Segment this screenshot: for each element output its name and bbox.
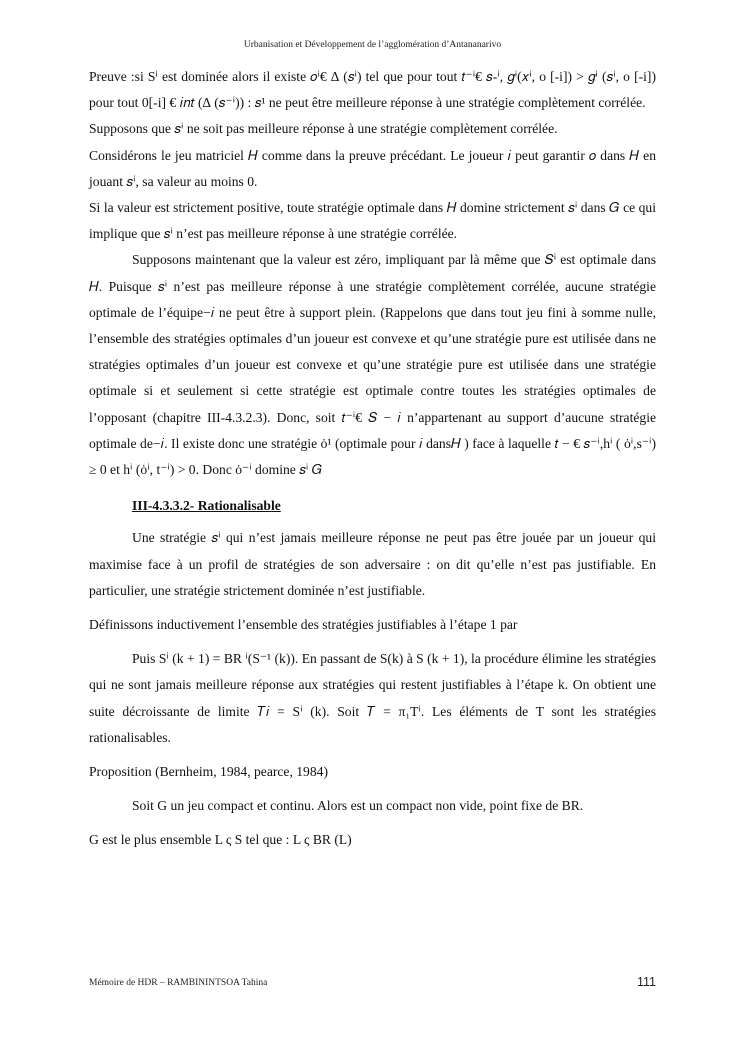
paragraph-compact-game: Soit G un jeu compact et continu. Alors est un compact non vide, point fixe de BR. xyxy=(132,798,584,814)
running-header: Urbanisation et Développement de l’agglomération d’Antananarivo xyxy=(243,40,502,50)
footer-author: Mémoire de HDR – RAMBININTSOA Tahina xyxy=(89,978,268,988)
paragraph-matrix-game: Considérons le jeu matriciel 𝐻 comme dans la preuve précédant. Le joueur 𝑖 peut garantir 𝑜 dans 𝐻 en jouant 𝑠ⁱ, sa valeur au moins 0. xyxy=(89,147,656,189)
section-heading: III-4.3.3.2- Rationalisable xyxy=(132,498,281,514)
paragraph-proposition: Proposition (Bernheim, 1984, pearce, 1984) xyxy=(89,764,328,780)
body-text xyxy=(89,64,656,854)
paragraph-iteration: Puis Sⁱ (k + 1) = BR ⁱ(S⁻¹ (k)). En passant de S(k) à S (k + 1), la procédure élimine les stratégies qui ne sont jamais meilleure réponse aux stratégies qui restent justifiables à l’étape k. On obtient une suite décroissante de limite 𝑇𝑖 = Sⁱ (k). Soit 𝑇 = π₁Tⁱ. Les éléments de T sont les stratégies rationalisables. xyxy=(89,651,656,745)
paragraph-zero-value: Supposons maintenant que la valeur est zéro, impliquant par là même que 𝑆ⁱ est optimale dans 𝐻. Puisque 𝑠ⁱ n’est pas meilleure réponse à une stratégie complètement corrélée, aucune stratégie optimale de l’équipe−𝑖 ne peut être à support plein. (Rappelons que dans tout jeu fini à somme nulle, l’ensemble des stratégies optimales d’un joueur est convexe et qu’une stratégie pure est utilisée dans ne stratégies optimales d’un joueur est convexe et qu’une stratégie pure est utilisée dans une stratégie optimale si et seulement si cette stratégie est optimale contre toutes les stratégies optimales de l’opposant (chapitre III-4.3.2.3). Donc, soit 𝑡⁻ⁱ€ 𝑆 − 𝑖 n’appartenant au support d’aucune stratégie optimale de−𝑖. Il existe donc une stratégie ȯ¹ (optimale pour 𝑖 dans𝐻 ) face à laquelle 𝑡 − € 𝑠⁻ⁱ,hⁱ ( ȯⁱ,s⁻ⁱ) ≥ 0 et hⁱ (ȯⁱ, t⁻ⁱ) > 0. Donc ȯ⁻ⁱ domine 𝑠ⁱ 𝐺 xyxy=(89,252,656,478)
paragraph-fixed-point: G est le plus ensemble L ς S tel que : L ς BR (L) xyxy=(89,832,352,848)
paragraph-suppose: Supposons que 𝑠ⁱ ne soit pas meilleure réponse à une stratégie complètement corrélée. xyxy=(89,121,558,137)
paragraph-define-inductively: Définissons inductivement l’ensemble des stratégies justifiables à l’étape 1 par xyxy=(89,617,518,633)
paragraph-positive-value: Si la valeur est strictement positive, toute stratégie optimale dans 𝐻 domine strictement 𝑠ⁱ dans 𝐺 ce qui implique que 𝑠ⁱ n’est pas meilleure réponse à une stratégie corrélée. xyxy=(89,200,656,242)
page-number: 111 xyxy=(636,975,656,989)
paragraph-never-best-response: Une stratégie 𝑠ⁱ qui n’est jamais meilleure réponse ne peut pas être jouée par un joueur qui maximise face à un profil de stratégies de son adversaire : on dit qu’elle n’est pas justifiable. En particulier, une stratégie strictement dominée n’est justifiable. xyxy=(89,530,656,598)
paragraph-proof: Preuve :si Sⁱ est dominée alors il existe 𝑜ⁱ€ ∆ (𝑠ⁱ) tel que pour tout 𝑡⁻ⁱ€ 𝑠-ⁱ, 𝑔ⁱ(𝑥ⁱ, o [-i]) > 𝑔ⁱ (𝑠ⁱ, o [-i]) pour tout 0[-i] € 𝑖𝑛𝑡 (∆ (𝑠⁻ⁱ)) : 𝑠¹ ne peut être meilleure réponse à une stratégie complètement corrélée. xyxy=(89,69,656,111)
page-footer xyxy=(89,975,656,993)
